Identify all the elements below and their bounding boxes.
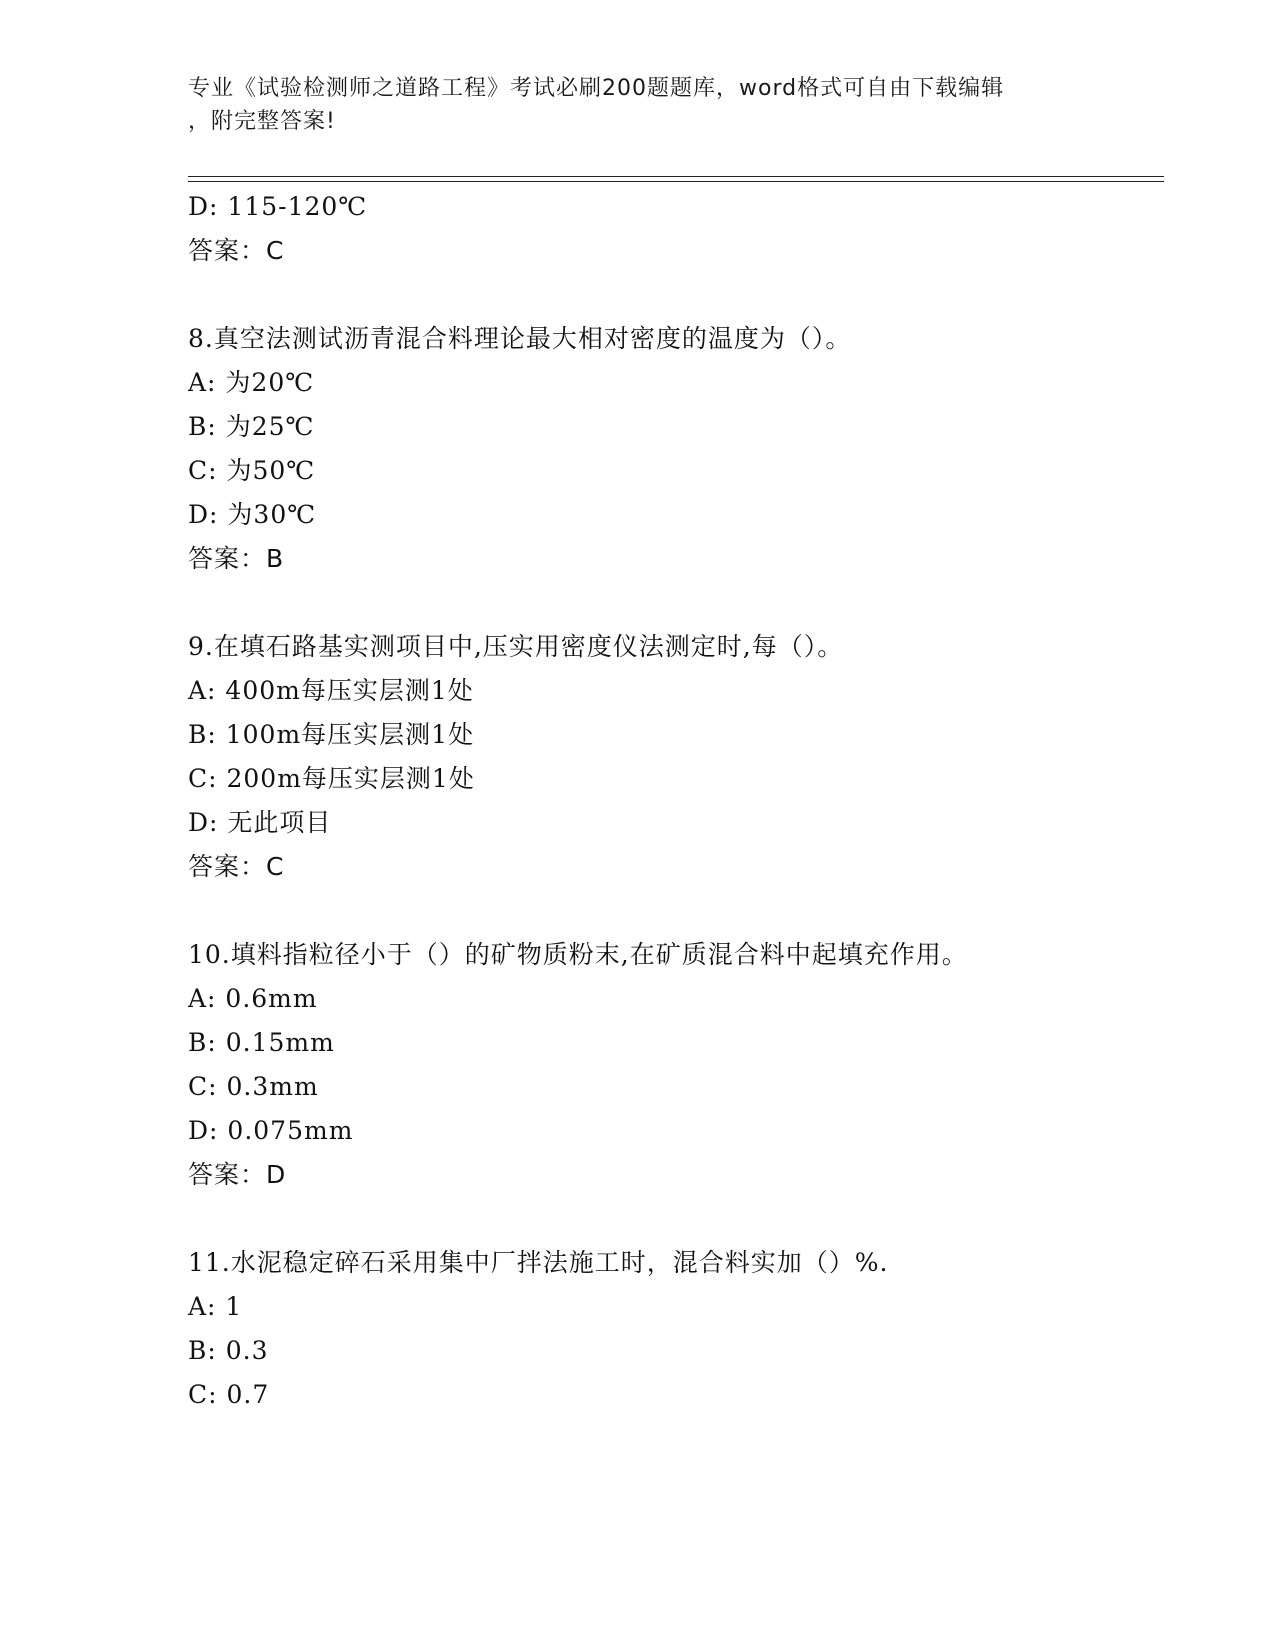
q11-option-a: A: 1 (188, 1292, 243, 1321)
q8-option-d: D: 为30℃ (188, 500, 317, 529)
prev-option-d: D: 115-120℃ (188, 192, 368, 221)
header-rule-bottom (188, 181, 1164, 182)
header-line-2: ，附完整答案! (188, 109, 336, 134)
q11-question: 11.水泥稳定碎石采用集中厂拌法施工时，混合料实加（）%. (188, 1248, 889, 1277)
header-line-1: 专业《试验检测师之道路工程》考试必刷200题题库，word格式可自由下载编辑 (188, 76, 1005, 101)
q8-answer: 答案：B (188, 544, 285, 573)
q9-option-c: C: 200m每压实层测1处 (188, 764, 475, 793)
q10-answer: 答案：D (188, 1160, 287, 1189)
q8-option-a: A: 为20℃ (188, 368, 315, 397)
q10-option-b: B: 0.15mm (188, 1028, 335, 1057)
q9-option-b: B: 100m每压实层测1处 (188, 720, 475, 749)
q11-option-b: B: 0.3 (188, 1336, 269, 1365)
q9-question: 9.在填石路基实测项目中,压实用密度仪法测定时,每（）。 (188, 632, 844, 661)
q8-question: 8.真空法测试沥青混合料理论最大相对密度的温度为（）。 (188, 324, 852, 353)
header-rule-top (188, 176, 1164, 177)
document-header (188, 72, 1088, 138)
prev-answer: 答案：C (188, 236, 285, 265)
q8-option-b: B: 为25℃ (188, 412, 315, 441)
q9-option-d: D: 无此项目 (188, 808, 332, 837)
q11-option-c: C: 0.7 (188, 1380, 270, 1409)
q8-option-c: C: 为50℃ (188, 456, 316, 485)
q10-option-c: C: 0.3mm (188, 1072, 319, 1101)
q10-question: 10.填料指粒径小于（）的矿物质粉末,在矿质混合料中起填充作用。 (188, 940, 968, 969)
q9-option-a: A: 400m每压实层测1处 (188, 676, 474, 705)
q10-option-d: D: 0.075mm (188, 1116, 354, 1145)
q9-answer: 答案：C (188, 852, 285, 881)
q10-option-a: A: 0.6mm (188, 984, 318, 1013)
